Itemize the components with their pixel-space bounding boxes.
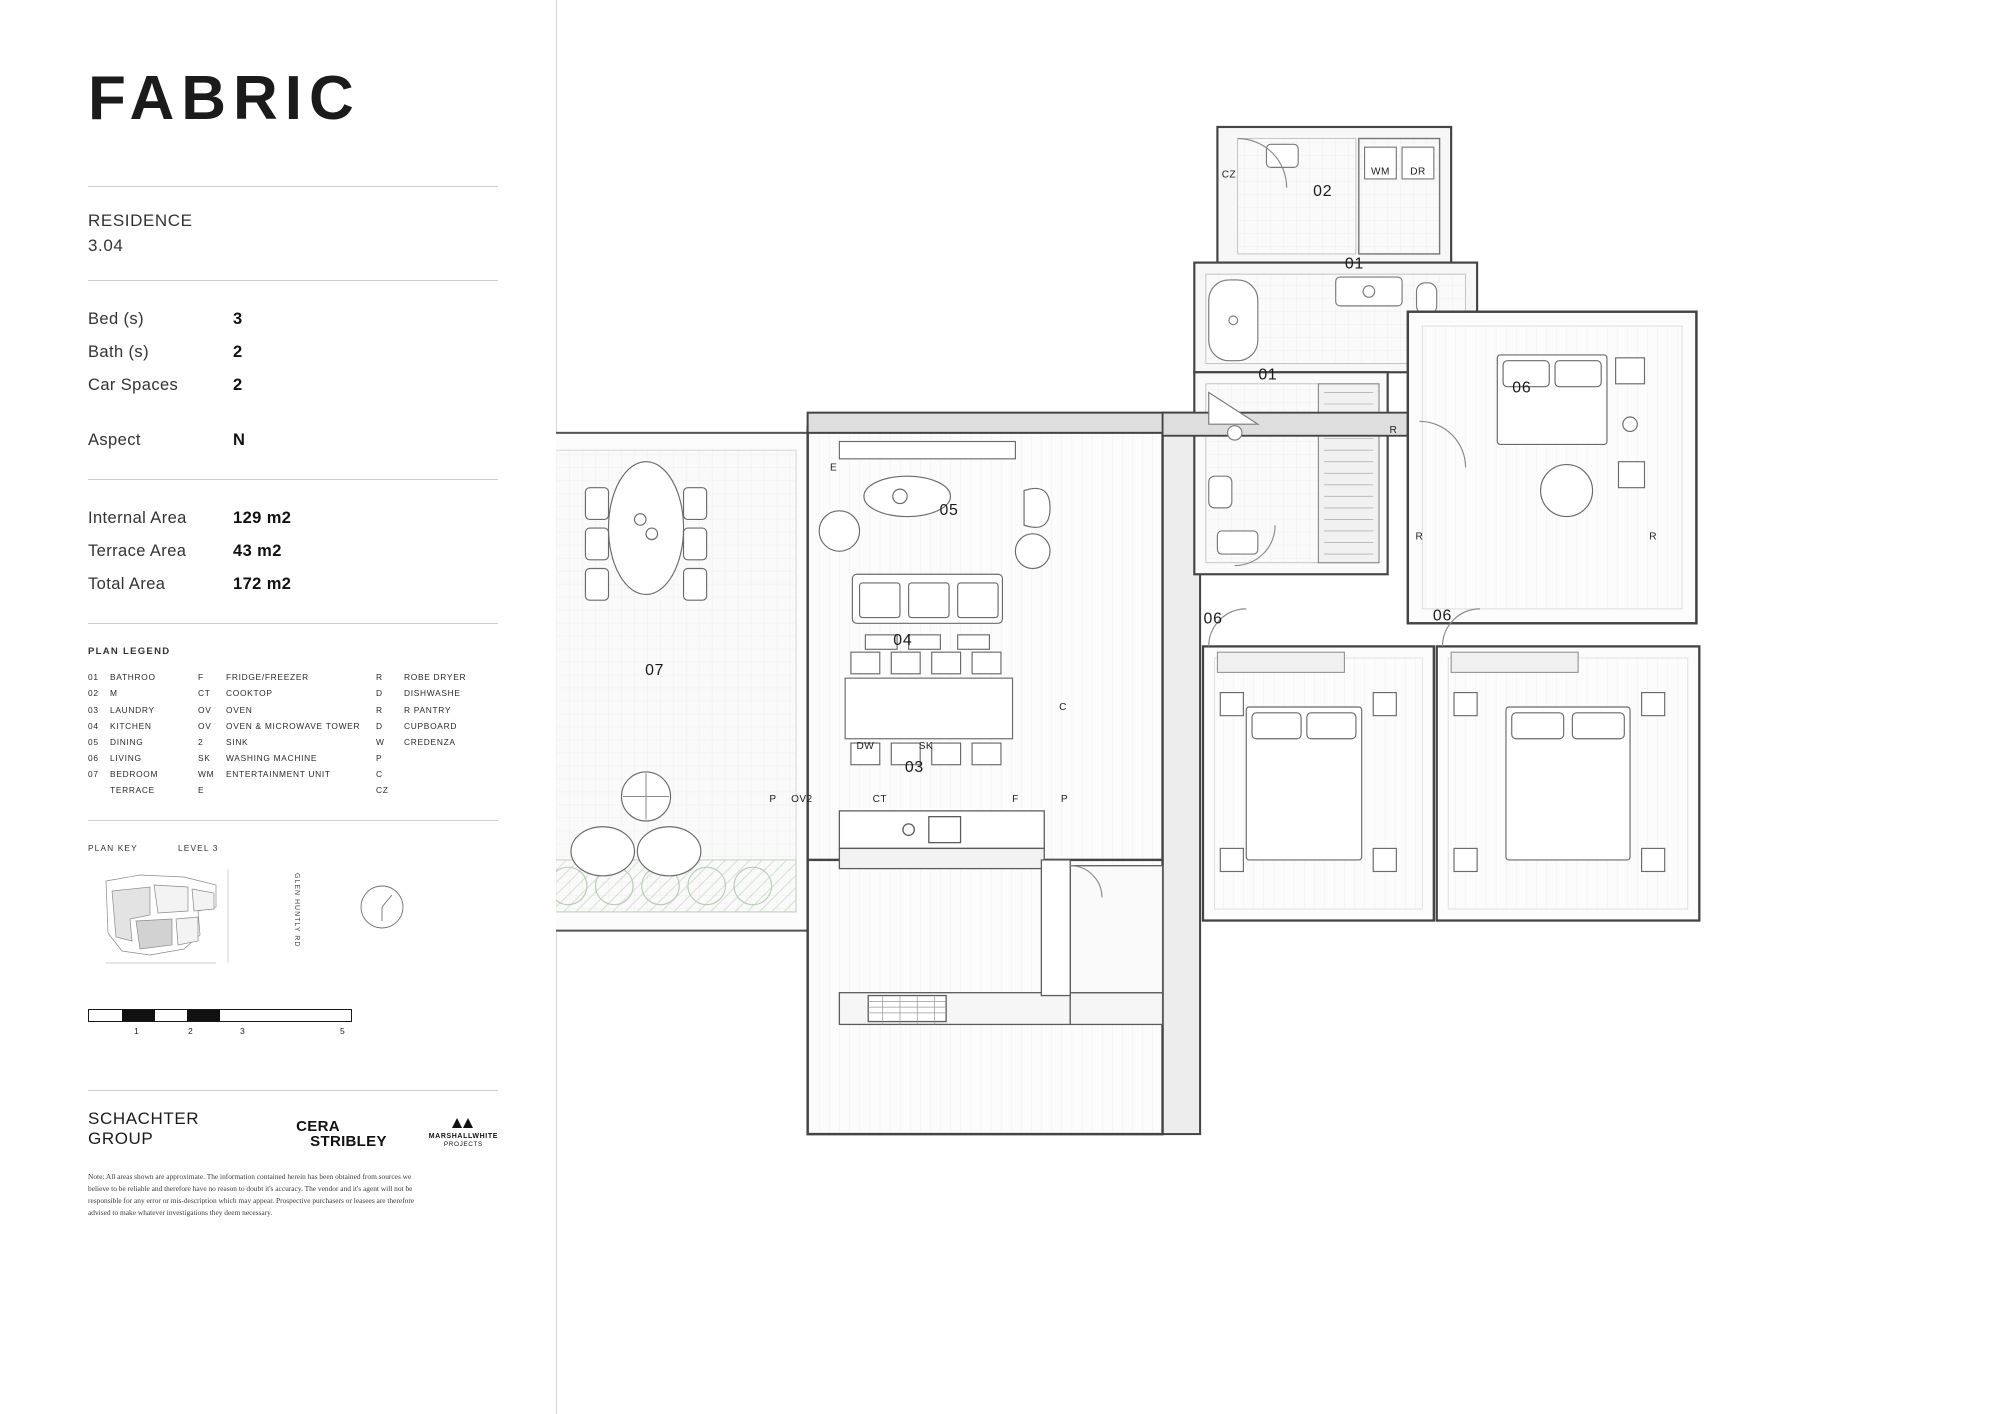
legend-cell: LIVING [110,752,142,763]
area-key-internal: Internal Area [88,509,187,528]
legend-cell: SINK [226,736,249,747]
tag-cz: CZ [1221,169,1237,181]
plan-key-block [88,821,498,1062]
legend-cell: ENTERTAINMENT UNIT [226,769,331,780]
legend-cell: 01 [88,672,99,683]
tag-f: F [1012,794,1019,806]
legend-cell: COOKTOP [226,688,273,699]
spec-key-beds: Bed (s) [88,310,144,329]
legend-cell: TERRACE [110,785,155,796]
legend-cell: WASHING MACHINE [226,752,318,763]
room-label-06c: 06 [1432,607,1453,625]
scale-tick: 1 [134,1026,139,1037]
tag-sk: SK [918,740,934,752]
tag-wm: WM [1371,166,1390,178]
main-living-block [808,413,1200,1134]
legend-cell: OV [198,720,212,731]
legend-cell: F [198,672,204,683]
spec-value-beds: 3 [233,310,243,329]
bedroom-lower-right [1437,646,1700,920]
scale-bar-graphic [88,1009,352,1022]
bedroom-lower-left [1203,646,1434,920]
legend-col-code-name [226,669,376,798]
legend-cell: M [110,688,118,699]
legend-cell: D [376,720,383,731]
residence-block [88,187,498,280]
room-label-03: 03 [904,758,924,776]
area-value-total: 172 m2 [233,575,292,594]
room-label-05: 05 [939,502,959,520]
legend-cell: KITCHEN [110,720,152,731]
area-row-terrace [88,535,498,568]
info-panel [88,0,498,1414]
legend-block [88,624,498,820]
logo-row [88,1109,498,1149]
logo-mw-line2: PROJECTS [443,1141,483,1149]
legend-cell: ROBE DRYER [404,672,467,683]
spec-value-aspect: N [233,431,246,450]
legend-cell: CUPBOARD [404,720,458,731]
spec-key-car: Car Spaces [88,376,179,395]
legend-cell: SK [198,752,211,763]
legend-cell: 06 [88,752,99,763]
legend-cell: CREDENZA [404,736,456,747]
legend-cell: 02 [88,688,99,699]
legend-cell: WM [198,769,215,780]
tag-ov2: OV2 [791,794,813,806]
legend-cell: DINING [110,736,144,747]
tag-r-2: R [1649,531,1658,543]
legend-cell: E [198,785,205,796]
logo-marshall-white [429,1116,498,1150]
tag-p-2: P [1060,794,1069,806]
logo-cera-line2: STRIBLEY [310,1133,387,1151]
logo-cera-line1: CERA [296,1118,340,1136]
legend-cell: 03 [88,704,99,715]
legend-cell: C [376,769,383,780]
legend-cell: CZ [376,785,389,796]
legend-cell [88,782,110,798]
legend-cell: P [376,752,383,763]
plan-key-street-label: GLEN HUNTLY RD [293,873,300,948]
scale-tick: 3 [240,1026,245,1037]
legend-col-code2 [376,669,404,798]
legend-cell: OVEN [226,704,253,715]
legend-title: PLAN LEGEND [88,646,171,658]
marshall-white-mark-icon [450,1116,476,1130]
legend-cell: R [376,704,383,715]
disclaimer-note: Note: All areas shown are approximate. The information contained herein has been obtained from sources we believe to be reliable and therefore have no reason to doubt it's accuracy. The vendor and it's agent will not be responsible for any error or mis-description which may appear. Prospective purchasers or leasees are therefore advised to make whatever investigations they deem necessary. [88,1172,415,1218]
area-value-terrace: 43 m2 [233,542,282,561]
tag-e: E [830,462,838,474]
legend-col-code [198,669,226,798]
scale-tick-labels [88,1026,350,1040]
legend-cell: BATHROO [110,672,156,683]
logo-schachter-group: SCHACHTER GROUP [88,1109,200,1149]
legend-cell: CT [198,688,211,699]
legend-cell: OV [198,704,212,715]
area-row-total [88,568,498,601]
tag-dw: DW [856,740,875,752]
plan-key-level: LEVEL 3 [178,843,219,854]
scale-tick: 5 [340,1026,345,1037]
scale-tick: 2 [188,1026,193,1037]
plan-key-label: PLAN KEY [88,843,138,854]
legend-cell: 2 [198,736,204,747]
room-label-07: 07 [645,662,665,680]
legend-cell: 05 [88,736,99,747]
spec-row-aspect [88,424,498,457]
plan-key-map [88,863,498,983]
room-label-04: 04 [893,631,913,649]
legend-cell: FRIDGE/FREEZER [226,672,309,683]
tag-ct: CT [872,794,887,806]
area-key-terrace: Terrace Area [88,542,187,561]
residence-number: 3.04 [88,235,124,255]
room-label-02: 02 [1313,183,1333,201]
legend-cell: OVEN & MICROWAVE TOWER [226,720,361,731]
areas-block [88,480,498,623]
tag-c: C [1059,701,1067,713]
area-row-internal [88,502,498,535]
legend-cell: D [376,688,383,699]
area-key-total: Total Area [88,575,166,594]
divider-6 [88,1090,498,1091]
spec-key-aspect: Aspect [88,431,141,450]
spec-value-baths: 2 [233,343,243,362]
legend-table [88,669,498,798]
bedroom-upper-right [1408,312,1697,624]
floor-plan-svg [556,0,2000,1414]
residence-label: RESIDENCE [88,211,193,230]
logo-cera-stribley [296,1119,387,1149]
legend-col-room [110,669,198,798]
spec-row-car [88,369,498,402]
legend-cell [226,782,376,798]
room-label-06a: 06 [1512,379,1532,397]
spec-row-beds [88,303,498,336]
legend-cell: W [376,736,385,747]
plan-key-header [88,843,498,853]
tag-r-1: R [1415,531,1424,543]
tag-r-3: R [1389,424,1398,436]
legend-cell: DISHWASHE [404,688,461,699]
tag-p-1: P [769,794,777,806]
specs-block [88,281,498,479]
logo-mw-line1: MARSHALLWHITE [428,1132,498,1140]
legend-cell: R PANTRY [404,704,452,715]
legend-cell: BEDROOM [110,769,159,780]
legend-cell: 07 [88,769,99,780]
area-value-internal: 129 m2 [233,509,292,528]
legend-col-code2-name [404,669,494,798]
spec-key-baths: Bath (s) [88,343,149,362]
room-label-06b: 06 [1203,610,1223,628]
brand-title: FABRIC [88,64,361,133]
floor-plan [556,0,2000,1414]
scale-bar [88,1009,498,1040]
legend-cell: R [376,672,383,683]
room-label-01b: 01 [1258,366,1278,384]
room-label-01a: 01 [1344,255,1365,273]
tag-dr: DR [1410,166,1426,178]
legend-col-number [88,669,110,798]
spec-value-car: 2 [233,376,243,395]
legend-cell: LAUNDRY [110,704,155,715]
spec-row-baths [88,336,498,369]
legend-cell: 04 [88,720,99,731]
